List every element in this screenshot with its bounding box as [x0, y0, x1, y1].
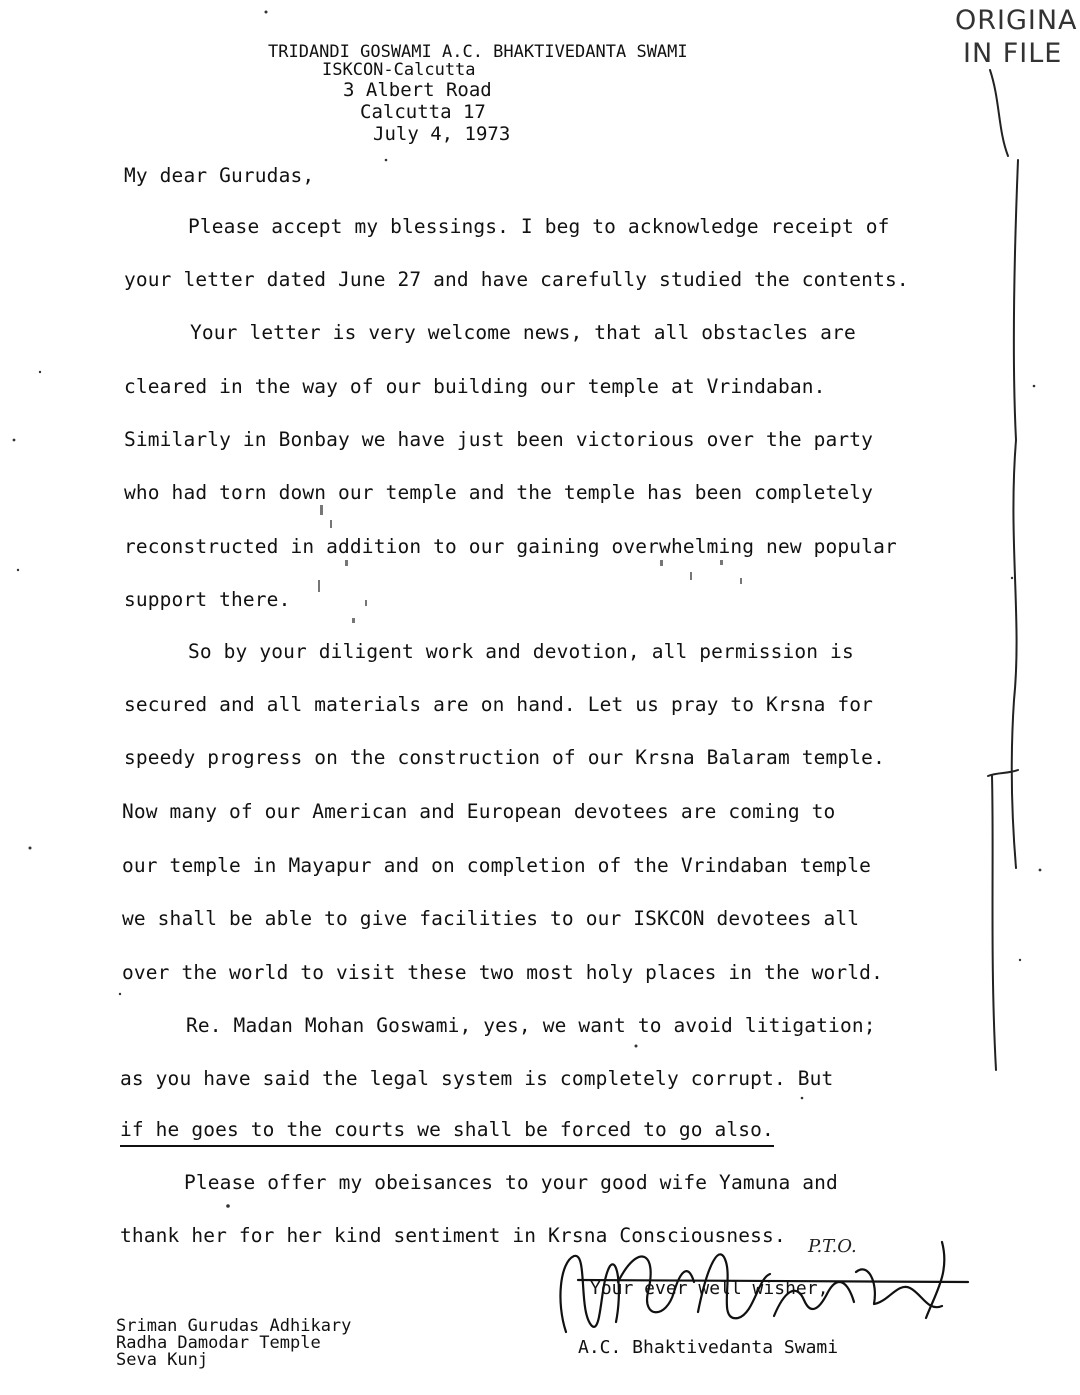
body-line: Now many of our American and European devotees are coming to — [122, 800, 836, 823]
letterhead-city: Calcutta 17 — [360, 101, 486, 123]
recipient-name: Sriman Gurudas Adhikary — [116, 1316, 352, 1336]
recipient-temple: Radha Damodar Temple — [116, 1333, 321, 1353]
body-line: speedy progress on the construction of our Krsna Balaram temple. — [124, 746, 885, 769]
stamp-line-2: IN FILE — [963, 38, 1063, 69]
body-line: Similarly in Bonbay we have just been victorious over the party — [124, 428, 874, 451]
body-line: as you have said the legal system is completely corrupt. But — [120, 1067, 834, 1090]
letterhead-org: ISKCON-Calcutta — [322, 60, 476, 80]
body-line: cleared in the way of our building our temple at Vrindaban. — [124, 375, 826, 398]
signature-name: A.C. Bhaktivedanta Swami — [578, 1337, 839, 1358]
closing: Your ever well wisher, — [590, 1278, 829, 1299]
body-line: over the world to visit these two most holy places in the world. — [122, 961, 883, 984]
stamp-line-1: ORIGINA — [955, 5, 1078, 36]
body-line: who had torn down our temple and the temple has been completely — [124, 481, 874, 504]
body-line: your letter dated June 27 and have carefully studied the contents. — [124, 268, 909, 291]
body-line-underlined: if he goes to the courts we shall be forced to go also. — [120, 1118, 774, 1147]
body-line: support there. — [124, 588, 291, 611]
letterhead-title: TRIDANDI GOSWAMI A.C. BHAKTIVEDANTA SWAMI — [268, 42, 688, 62]
body-line: reconstructed in addition to our gaining overwhelming new popular — [124, 535, 897, 558]
pto-note: P.T.O. — [808, 1236, 857, 1257]
salutation: My dear Gurudas, — [124, 164, 315, 187]
recipient-place: Seva Kunj — [116, 1350, 209, 1370]
body-line: Re. Madan Mohan Goswami, yes, we want to avoid litigation; — [186, 1014, 876, 1037]
body-line: we shall be able to give facilities to our ISKCON devotees all — [122, 907, 860, 930]
body-line: Please offer my obeisances to your good wife Yamuna and — [184, 1171, 838, 1194]
body-line: Please accept my blessings. I beg to acknowledge receipt of — [188, 215, 890, 238]
body-line: secured and all materials are on hand. Let us pray to Krsna for — [124, 693, 874, 716]
letter-date: July 4, 1973 — [373, 123, 511, 145]
body-line: thank her for her kind sentiment in Krsna Consciousness. — [120, 1224, 786, 1247]
letterhead-street: 3 Albert Road — [343, 79, 492, 101]
body-line: our temple in Mayapur and on completion of the Vrindaban temple — [122, 854, 872, 877]
body-line: So by your diligent work and devotion, all permission is — [188, 640, 854, 663]
body-line: Your letter is very welcome news, that all obstacles are — [190, 321, 856, 344]
